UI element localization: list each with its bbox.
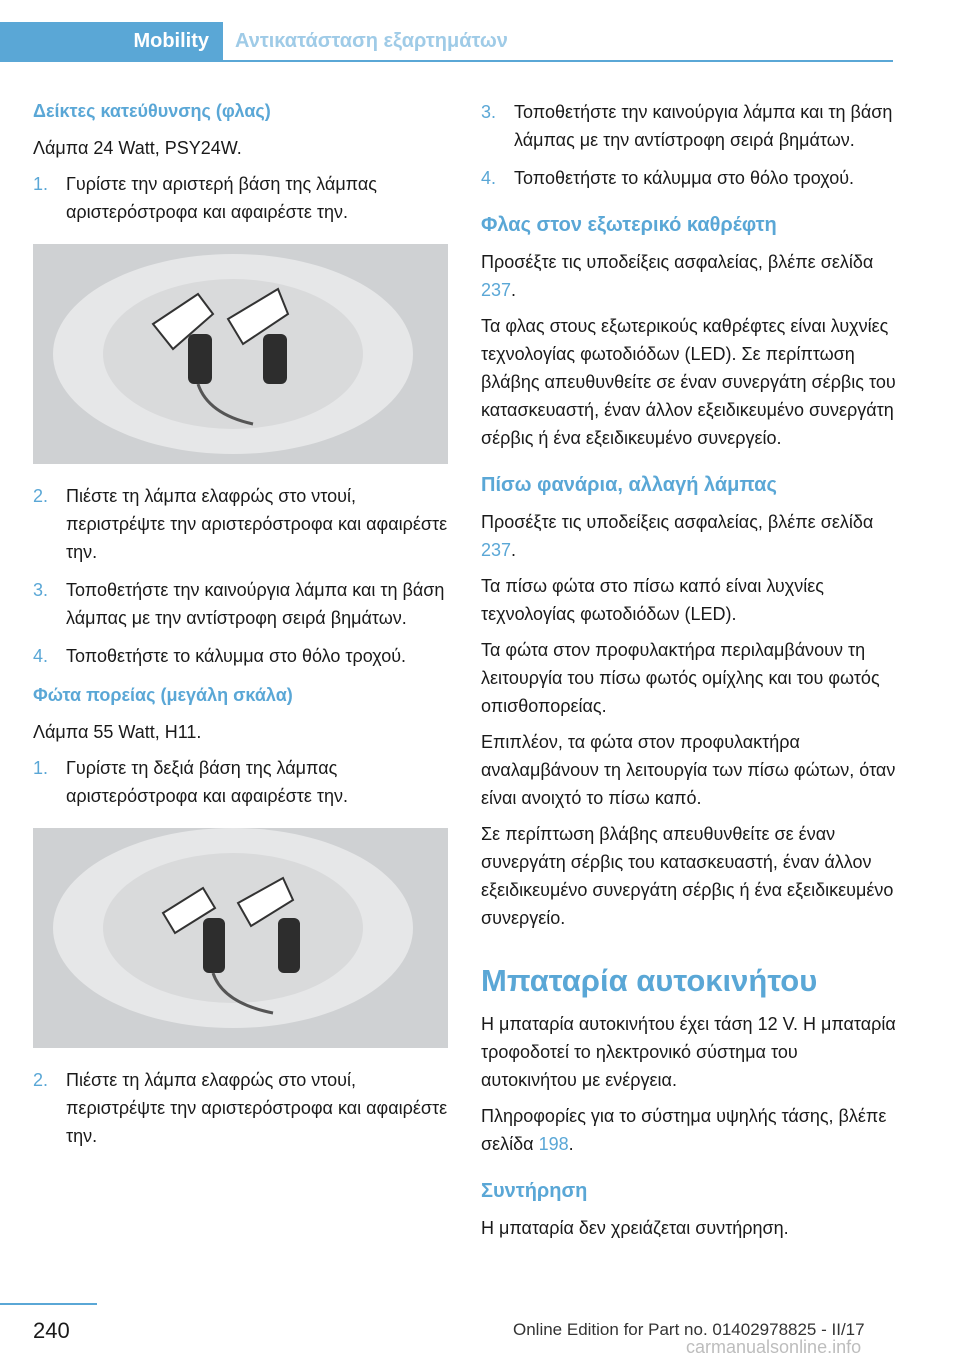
page-link[interactable]: 237	[481, 280, 512, 300]
high-beam-steps-a	[33, 754, 448, 810]
footer-rule	[0, 1303, 97, 1305]
rear-text-4: Σε περίπτωση βλάβης απευθυνθείτε σε έναν συνεργάτη σέρβις του κατασκευαστή, έναν άλλον εξειδικευμένο συνεργάτη σέρβις ή ένα εξειδικευμένο συνεργείο.	[481, 824, 894, 928]
list-item: 4. Τοποθετήστε το κάλυμμα στο θόλο τροχού.	[33, 646, 407, 666]
right-column	[481, 98, 896, 1250]
heading-indicators: Δείκτες κατεύθυνσης (φλας)	[33, 101, 271, 121]
maintenance-text: Η μπαταρία δεν χρειάζεται συντήρηση.	[481, 1218, 789, 1238]
indicator-bulb-image	[33, 244, 448, 464]
heading-battery: Μπαταρία αυτοκινήτου	[481, 963, 818, 998]
heading-mirror-indicators: Φλας στον εξωτερικό καθρέφτη	[481, 214, 777, 236]
mirror-safety-note: Προσέξτε τις υποδείξεις ασφαλείας, βλέπε σελίδα 237.	[481, 252, 874, 300]
heading-maintenance: Συντήρηση	[481, 1180, 588, 1202]
rear-text-1: Τα πίσω φώτα στο πίσω καπό είναι λυχνίες τεχνολογίας φωτοδιόδων (LED).	[481, 576, 824, 624]
high-beam-lamp-spec: Λάμπα 55 Watt, H11.	[33, 722, 202, 742]
list-item: 1. Γυρίστε την αριστερή βάση της λάμπας αριστερόστροφα και αφαιρέστε την.	[33, 174, 377, 222]
header-section: Αντικατάσταση εξαρτημάτων	[223, 22, 893, 60]
indicators-steps-a	[33, 170, 448, 226]
list-item: 4. Τοποθετήστε το κάλυμμα στο θόλο τροχού.	[481, 168, 855, 188]
high-beam-bulb-image	[33, 828, 448, 1048]
footer-edition: Online Edition for Part no. 01402978825 - II/17	[513, 1320, 865, 1339]
heading-rear-lights: Πίσω φανάρια, αλλαγή λάμπας	[481, 474, 777, 496]
page-number: 240	[33, 1318, 70, 1343]
list-item: 1. Γυρίστε τη δεξιά βάση της λάμπας αριστερόστροφα και αφαιρέστε την.	[33, 758, 348, 806]
list-item: 3. Τοποθετήστε την καινούργια λάμπα και τη βάση λάμπας με την αντίστροφη σειρά βημάτων.	[33, 580, 445, 628]
watermark: carmanualsonline.info	[686, 1337, 862, 1357]
mirror-body-text: Τα φλας στους εξωτερικούς καθρέφτες είναι λυχνίες τεχνολογίας φωτοδιόδων (LED). Σε περίπτωση βλάβης απευθυνθείτε σε έναν συνεργάτη σέρβις του κατασκευαστή, έναν άλλον εξειδικευμένο συνεργάτη σέρβις ή ένα εξειδικευμένο συνεργείο.	[481, 316, 896, 448]
rear-text-2: Τα φώτα στον προφυλακτήρα περιλαμβάνουν τη λειτουργία του πίσω φωτός ομίχλης και του φωτός οπισθοπορείας.	[481, 640, 880, 716]
page-header	[0, 22, 893, 60]
battery-text-2: Πληροφορίες για το σύστημα υψηλής τάσης, βλέπε σελίδα 198.	[481, 1106, 887, 1154]
indicators-lamp-spec: Λάμπα 24 Watt, PSY24W.	[33, 138, 242, 158]
list-item: 3. Τοποθετήστε την καινούργια λάμπα και τη βάση λάμπας με την αντίστροφη σειρά βημάτων.	[481, 102, 893, 150]
rear-safety-note: Προσέξτε τις υποδείξεις ασφαλείας, βλέπε σελίδα 237.	[481, 512, 874, 560]
page-link[interactable]: 237	[481, 540, 512, 560]
indicators-steps-b	[33, 482, 448, 670]
left-column	[33, 98, 448, 1162]
heading-high-beam: Φώτα πορείας (μεγάλη σκάλα)	[33, 685, 293, 705]
list-item: 2. Πιέστε τη λάμπα ελαφρώς στο ντουί, περιστρέψτε την αριστερόστροφα και αφαιρέστε την.	[33, 486, 448, 562]
header-rule	[0, 60, 893, 62]
page-link[interactable]: 198	[538, 1134, 569, 1154]
battery-text-1: Η μπαταρία αυτοκινήτου έχει τάση 12 V. Η μπαταρία τροφοδοτεί το ηλεκτρονικό σύστημα του αυτοκινήτου με ενέργεια.	[481, 1014, 896, 1090]
header-chapter: Mobility	[0, 22, 223, 60]
list-item: 2. Πιέστε τη λάμπα ελαφρώς στο ντουί, περιστρέψτε την αριστερόστροφα και αφαιρέστε την.	[33, 1070, 448, 1146]
high-beam-steps-b	[33, 1066, 448, 1150]
right-steps	[481, 98, 896, 192]
rear-text-3: Επιπλέον, τα φώτα στον προφυλακτήρα αναλαμβάνουν τη λειτουργία των πίσω φώτων, όταν είναι ανοιχτό το πίσω καπό.	[481, 732, 896, 808]
